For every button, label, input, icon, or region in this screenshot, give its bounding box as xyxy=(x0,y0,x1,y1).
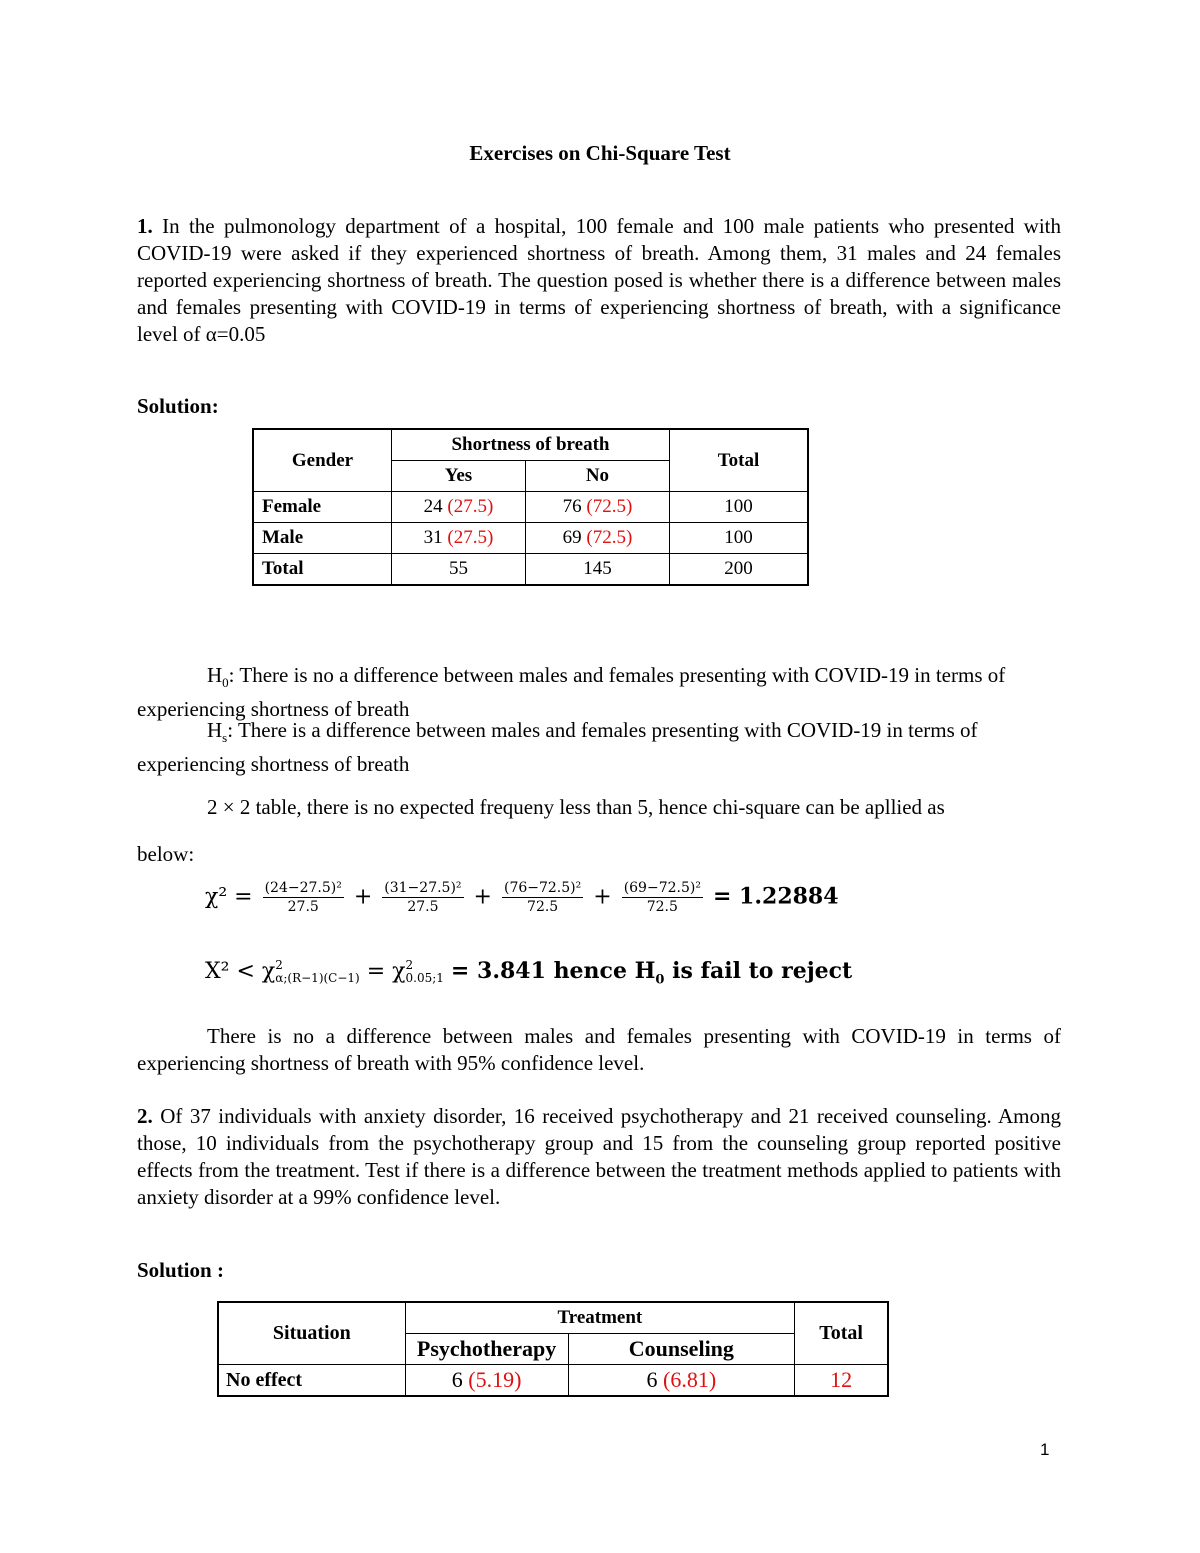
applicability-line1: 2 × 2 table, there is no expected frequeny less than 5, hence chi-square can be apllied as xyxy=(207,795,945,819)
page-number: 1 xyxy=(1040,1440,1050,1459)
cell-total: 100 xyxy=(669,492,808,523)
total-header: Total xyxy=(795,1302,888,1365)
question-2 xyxy=(137,1103,1061,1211)
critical-value-formula: X² < χ 2 α;(R−1)(C−1) = χ 2 0.05;1 = 3.841 hence $H_0$ is fail to reject xyxy=(205,958,853,988)
question-1 xyxy=(137,213,1061,348)
chi-square-formula: χ² = $\frac{\text{(24−27.5)²}}{27.5}$ + $\frac{\text{(31−27.5)²}}{27.5}$ + $\frac{\text{(76−72.5)²}}{72.5}$ + $\frac{\text{(69−72.5)²}}{72.5}$ = 1.22884 xyxy=(205,880,839,915)
total-header: Total xyxy=(669,429,808,492)
shortness-header: Shortness of breath xyxy=(391,429,669,461)
gender-header: Gender xyxy=(253,429,391,492)
row-label: Total xyxy=(253,554,391,586)
cell-no: 76 (72.5) xyxy=(525,492,669,523)
cell-total: 12 xyxy=(795,1365,888,1397)
contingency-table-1 xyxy=(252,428,809,586)
cell-yes: 24 (27.5) xyxy=(391,492,525,523)
question-2-number: 2. xyxy=(137,1104,153,1128)
yes-header: Yes xyxy=(391,461,525,492)
cell-yes: 31 (27.5) xyxy=(391,523,525,554)
row-label: Female xyxy=(253,492,391,523)
cell-psychotherapy: 6 (5.19) xyxy=(405,1365,568,1397)
cell-no: 69 (72.5) xyxy=(525,523,669,554)
cell-yes: 55 xyxy=(391,554,525,586)
counseling-header: Counseling xyxy=(568,1334,795,1365)
cell-total: 100 xyxy=(669,523,808,554)
solution-1-label: Solution: xyxy=(137,394,219,418)
situation-header: Situation xyxy=(218,1302,405,1365)
table-row xyxy=(253,554,808,586)
question-1-text: In the pulmonology department of a hospital, 100 female and 100 male patients who presented with COVID-19 were asked if they experienced shortness of breath. Among them, 31 males and 24 females reported experiencing shortness of breath. The question posed is whether there is a difference between males and females presenting with COVID-19 in terms of experiencing shortness of breath, with a significance level of α=0.05 xyxy=(137,214,1062,346)
null-hypothesis: $H_0$: There is no a difference between males and females presenting with COVID-19 in terms of experiencing shortness of breath xyxy=(137,663,1006,722)
cell-total: 200 xyxy=(669,554,808,586)
row-label: Male xyxy=(253,523,391,554)
psychotherapy-header: Psychotherapy xyxy=(405,1334,568,1365)
applicability-line2: below: xyxy=(137,842,195,866)
treatment-header: Treatment xyxy=(405,1302,795,1334)
cell-no: 145 xyxy=(525,554,669,586)
question-1-number: 1. xyxy=(137,214,153,238)
solution-2-label: Solution : xyxy=(137,1258,224,1282)
alt-hypothesis: $H_s$: There is a difference between males and females presenting with COVID-19 in terms of experiencing shortness of breath xyxy=(137,718,978,777)
table-row xyxy=(218,1365,888,1397)
question-2-text: Of 37 individuals with anxiety disorder, 16 received psychotherapy and 21 received counseling. Among those, 10 individuals from the psychotherapy group and 15 from the counseling group reported positive effects from the treatment. Test if there is a difference between the treatment methods applied to patients with anxiety disorder at a 99% confidence level. xyxy=(137,1104,1062,1209)
contingency-table-2 xyxy=(217,1301,889,1397)
no-header: No xyxy=(525,461,669,492)
cell-counseling: 6 (6.81) xyxy=(568,1365,795,1397)
page-title: Exercises on Chi-Square Test xyxy=(469,141,731,165)
conclusion-1: There is no a difference between males and females presenting with COVID-19 in terms of experiencing shortness of breath with 95% confidence level. xyxy=(137,1024,1061,1075)
row-label: No effect xyxy=(218,1365,405,1397)
table-row xyxy=(253,492,808,523)
table-row xyxy=(253,523,808,554)
